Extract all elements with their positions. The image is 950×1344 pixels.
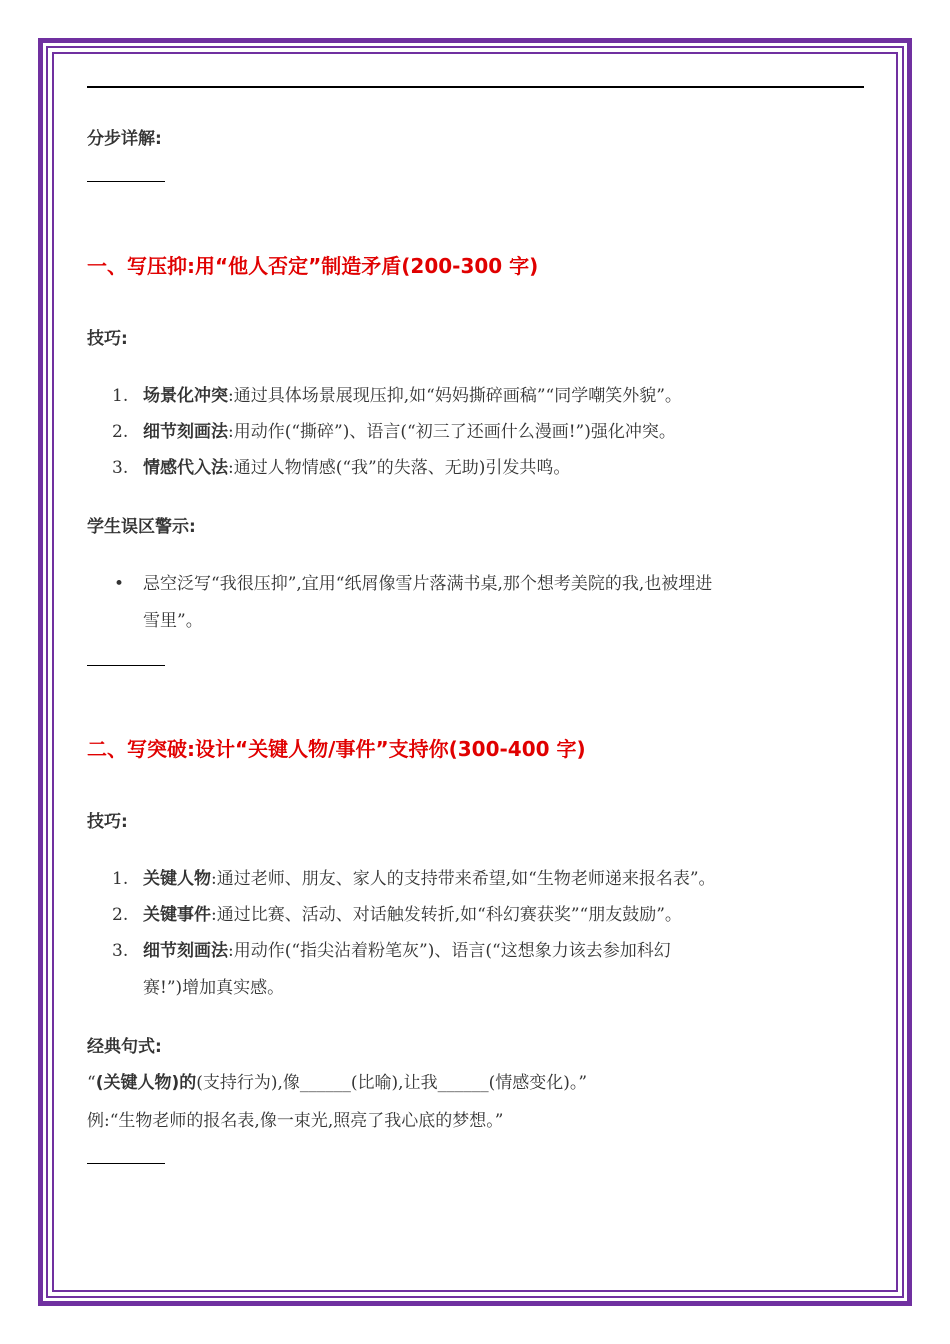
list-item-continuation: 赛!”)增加真实感。 — [143, 978, 285, 998]
section1-heading: 一、写压抑:用“他人否定”制造矛盾(200-300 字) — [87, 254, 539, 278]
pattern-label: 经典句式: — [87, 1037, 162, 1057]
list-number: 3. — [112, 941, 129, 961]
sentence-pattern — [87, 1071, 587, 1095]
section1-list-item — [112, 420, 676, 444]
section2-tips-label: 技巧: — [87, 812, 128, 832]
list-number: 3. — [112, 458, 129, 478]
list-text: :用动作(“指尖沾着粉笔灰”)、语言(“这想象力该去参加科幻 — [228, 941, 671, 961]
warning-label: 学生误区警示: — [87, 517, 196, 537]
section-divider — [87, 1163, 165, 1164]
list-number: 1. — [112, 869, 129, 889]
list-text: :用动作(“撕碎”)、语言(“初三了还画什么漫画!”)强化冲突。 — [228, 422, 676, 442]
list-text: :通过老师、朋友、家人的支持带来希望,如“生物老师递来报名表”。 — [211, 869, 716, 889]
section2-list-item — [112, 903, 682, 927]
page-border-inner — [52, 52, 898, 1292]
list-term: 关键人物 — [143, 869, 211, 889]
bullet-point: • — [114, 574, 125, 594]
pattern-key-person: (关键人物)的 — [95, 1073, 197, 1093]
list-number: 1. — [112, 386, 129, 406]
header-rule — [87, 86, 864, 88]
list-text: :通过具体场景展现压抑,如“妈妈撕碎画稿”“同学嘲笑外貌”。 — [228, 386, 682, 406]
section1-list-item — [112, 456, 570, 480]
warning-text-line1: 忌空泛写“我很压抑”,宜用“纸屑像雪片落满书桌,那个想考美院的我,也被埋进 — [143, 574, 713, 594]
section-divider — [87, 181, 165, 182]
pattern-rest: (支持行为),像______(比喻),让我______(情感变化)。” — [196, 1073, 588, 1093]
section1-tips-label: 技巧: — [87, 329, 128, 349]
list-number: 2. — [112, 905, 129, 925]
list-term: 关键事件 — [143, 905, 211, 925]
list-text: :通过人物情感(“我”的失落、无助)引发共鸣。 — [228, 458, 571, 478]
example-sentence: 例:“生物老师的报名表,像一束光,照亮了我心底的梦想。” — [87, 1111, 504, 1131]
warning-text-line2: 雪里”。 — [143, 611, 203, 631]
list-text: :通过比赛、活动、对话触发转折,如“科幻赛获奖”“朋友鼓励”。 — [211, 905, 682, 925]
pattern-open-quote: “ — [87, 1073, 96, 1093]
section1-list-item — [112, 384, 682, 408]
list-number: 2. — [112, 422, 129, 442]
list-term: 细节刻画法 — [143, 422, 228, 442]
list-term: 细节刻画法 — [143, 941, 228, 961]
section-divider — [87, 665, 165, 666]
list-term: 情感代入法 — [143, 458, 228, 478]
section2-heading: 二、写突破:设计“关键人物/事件”支持你(300-400 字) — [87, 737, 586, 761]
section2-list-item — [112, 939, 671, 963]
intro-label: 分步详解: — [87, 129, 162, 149]
section2-list-item — [112, 867, 716, 891]
list-term: 场景化冲突 — [143, 386, 228, 406]
